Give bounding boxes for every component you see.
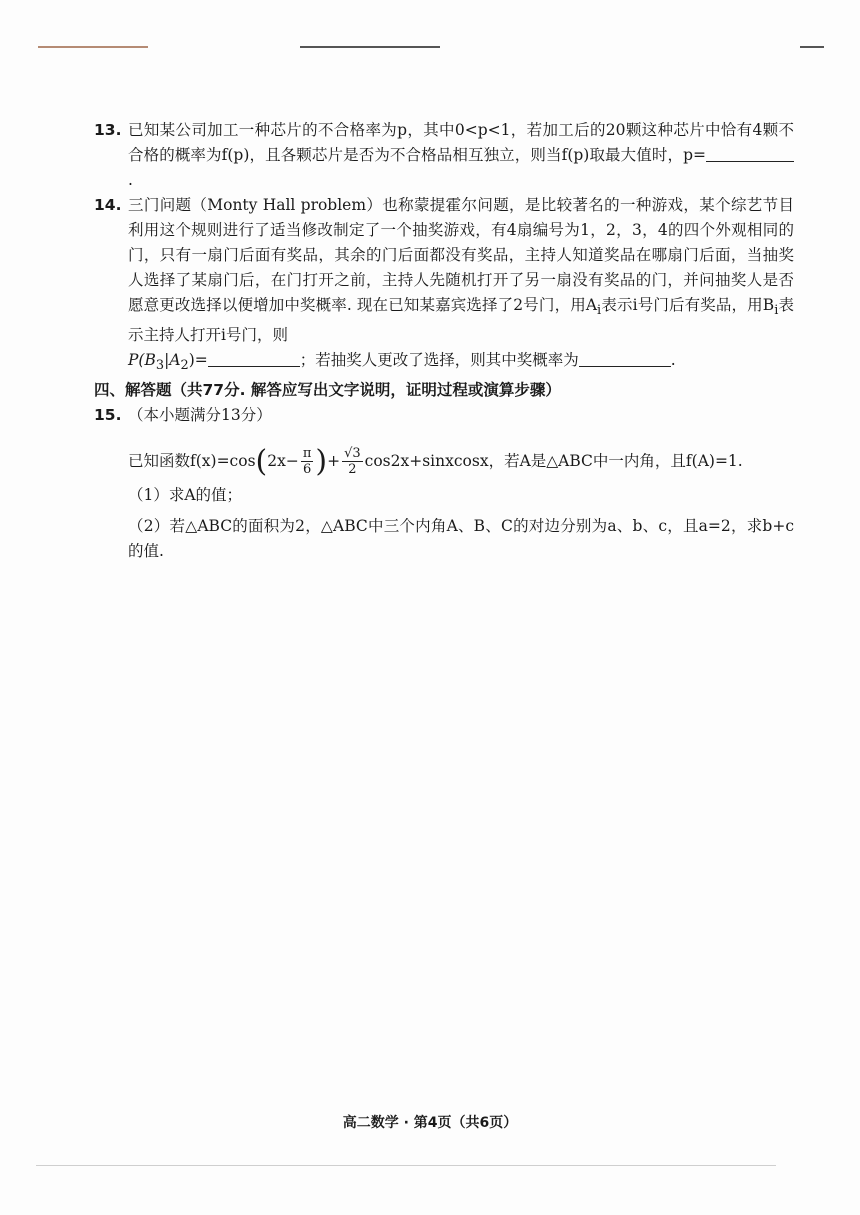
top-divider	[38, 46, 148, 48]
question-number: 15.	[94, 406, 122, 425]
sub-question-1: （1）求A的值；	[128, 486, 243, 505]
question-number: 13.	[94, 121, 122, 139]
question-number: 14.	[94, 196, 122, 214]
question-text: 已知某公司加工一种芯片的不合格率为p，其中0<p<1，若加工后的20颗这种芯片中恰有4颗不合格的概率为f(p)，且各颗芯片是否为不合格品相互独立，则当f(p)取最大值时，p=.	[128, 121, 794, 189]
section-heading: 四、解答题（共77分. 解答应写出文字说明，证明过程或演算步骤）	[94, 381, 561, 400]
answer-blank[interactable]	[208, 350, 300, 367]
fraction-pi-over-6: $\frac{\pi}{6}$	[302, 446, 312, 478]
question-13	[94, 118, 794, 193]
bottom-divider	[36, 1165, 776, 1166]
question-14	[94, 193, 794, 378]
left-paren: (	[255, 443, 268, 479]
right-paren: )	[315, 443, 328, 479]
answer-blank[interactable]	[706, 145, 794, 162]
sub-question-2: （2）若△ABC的面积为2，△ABC中三个内角A、B、C的对边分别为a、b、c，且a=2，求b+c的值.	[128, 517, 794, 561]
top-divider	[800, 46, 824, 48]
function-definition: 已知函数f(x)=cos ( 2x− $\frac{\pi}{6}$ ) + $\frac{√3}{2}$ cos2x+sinxcosx，若A是△ABC中一内角，且f(A)=1.	[128, 443, 743, 479]
question-15	[94, 403, 794, 428]
fraction-sqrt3-over-2: $\frac{√3}{2}$	[344, 446, 361, 478]
page-footer: 高二数学 · 第4页（共6页）	[342, 1115, 518, 1131]
answer-blank[interactable]	[579, 350, 671, 367]
question-header: （本小题满分13分）	[128, 406, 272, 425]
question-text: 三门问题（Monty Hall problem）也称蒙提霍尔问题，是比较著名的一种游戏，某个综艺节目利用这个规则进行了适当修改制定了一个抽奖游戏，有4扇编号为1，2，3，4的四个外观相同的门，只有一扇门后面有奖品，其余的门后面都没有奖品，主持人知道奖品在哪扇门后面，当抽奖人选择了某扇门后，在门打开之前，主持人先随机打开了另一扇没有奖品的门，并问抽奖人是否愿意更改选择以便增加中奖概率. 现在已知某嘉宾选择了2号门，用$A_i$表示i号门后有奖品，用$B_i$表示主持人打开i号门，则 $P(B_3|A_2)=$ ；若抽奖人更改了选择，则其中奖概率为 .	[128, 196, 794, 374]
exam-content	[94, 118, 794, 564]
top-divider	[300, 46, 440, 48]
